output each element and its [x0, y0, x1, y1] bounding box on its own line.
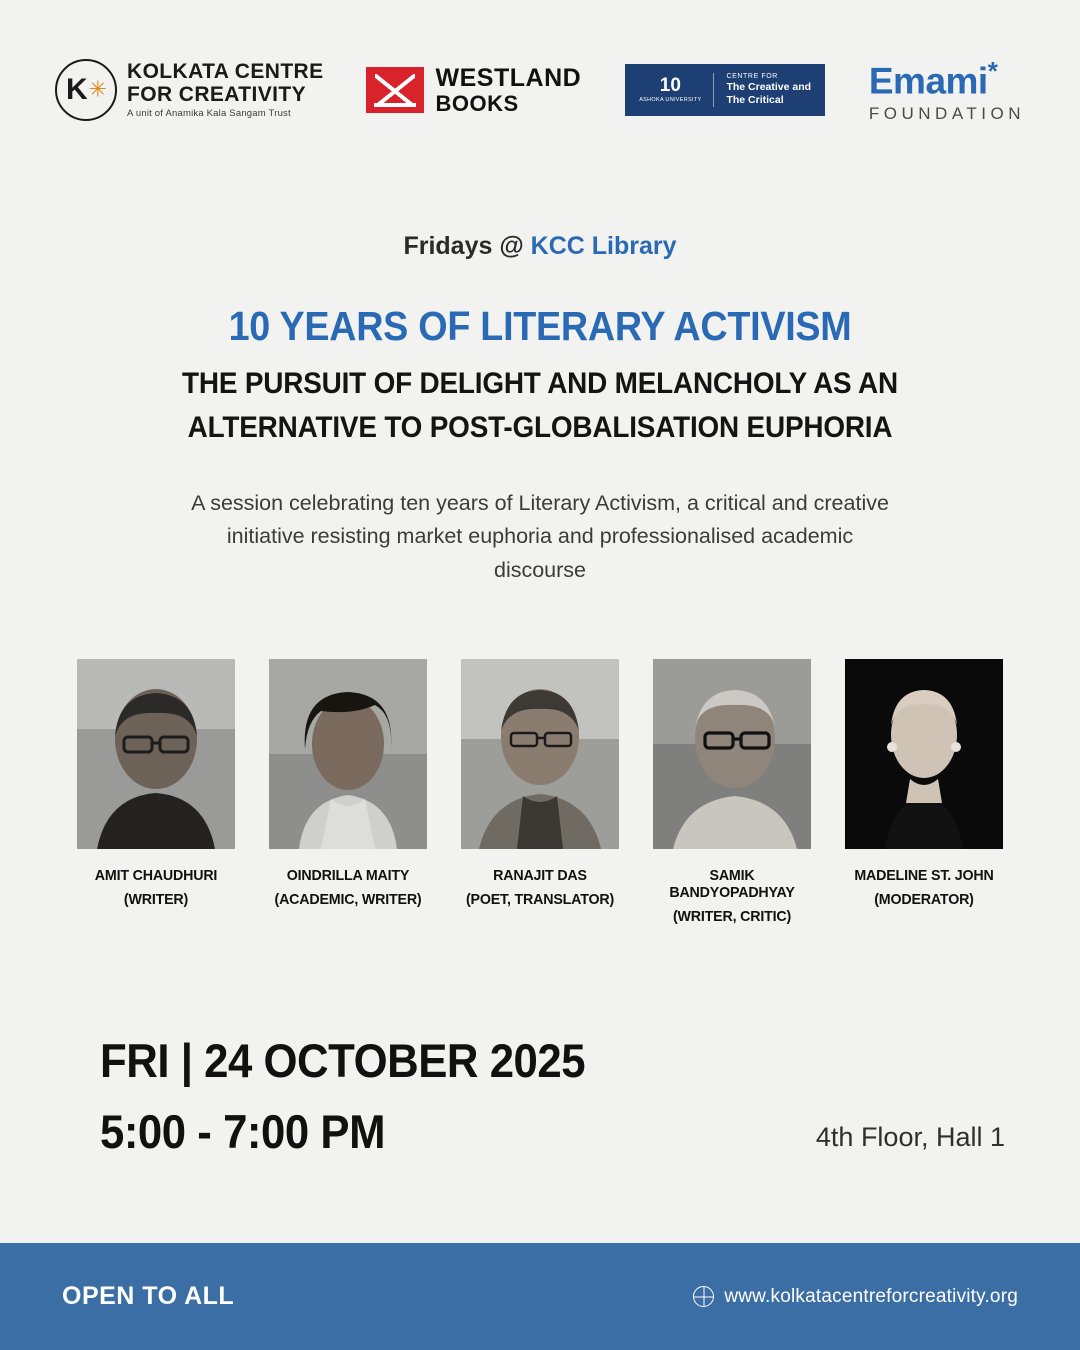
speaker-name: MADELINE ST. JOHN	[854, 866, 994, 884]
page-title: 10 YEARS OF LITERARY ACTIVISM	[228, 303, 852, 349]
emami-asterisk-icon: *	[987, 55, 998, 86]
speaker-role: (POET, TRANSLATOR)	[465, 890, 615, 908]
emami-wordmark	[868, 55, 998, 102]
speaker-portrait	[845, 659, 1003, 849]
speaker-role: (WRITER)	[123, 890, 189, 908]
speaker-portrait	[77, 659, 235, 849]
ashoka-anniversary-mark	[639, 76, 701, 104]
portrait-image	[77, 659, 235, 849]
subtitle-line-2: ALTERNATIVE TO POST-GLOBALISATION EUPHORIA	[187, 410, 893, 444]
ashoka-line-3: The Critical	[726, 94, 784, 107]
sponsor-logo-bar	[0, 0, 1080, 180]
westland-w-icon	[366, 67, 424, 113]
series-prefix: Fridays @	[403, 232, 531, 260]
ashoka-number: 10	[659, 75, 681, 97]
ashoka-line-2: The Creative and	[726, 81, 812, 94]
ashoka-university-label: ASHOKA UNIVERSITY	[639, 97, 702, 104]
speaker-role: (WRITER, CRITIC)	[672, 907, 792, 925]
date-time-block	[100, 1033, 816, 1159]
portrait-image	[269, 659, 427, 849]
subtitle-line-1: THE PURSUIT OF DELIGHT AND MELANCHOLY AS AN	[182, 367, 898, 400]
speaker-card	[77, 659, 235, 925]
speaker-card	[269, 659, 427, 925]
ashoka-divider	[713, 73, 714, 107]
portrait-image	[461, 659, 619, 849]
series-accent: KCC Library	[530, 232, 677, 260]
portrait-image	[653, 659, 811, 849]
kcc-tagline: A unit of Anamika Kala Sangam Trust	[127, 107, 291, 119]
westland-wordmark	[436, 65, 582, 114]
ashoka-line-1: CENTRE FOR	[726, 72, 778, 80]
speaker-card	[653, 659, 811, 925]
speaker-role: (ACADEMIC, WRITER)	[274, 890, 422, 908]
speaker-portrait	[653, 659, 811, 849]
event-details	[0, 1033, 1080, 1159]
kcc-circle-icon	[55, 59, 117, 121]
event-date: FRI | 24 OCTOBER 2025	[100, 1033, 586, 1087]
emami-foundation-label: FOUNDATION	[868, 104, 1025, 124]
event-venue: 4th Floor, Hall 1	[815, 1121, 1005, 1152]
westland-bar	[374, 103, 416, 107]
logo-emami-foundation	[868, 55, 1025, 124]
logo-westland-books	[366, 65, 582, 114]
westland-line-1: WESTLAND	[435, 64, 582, 93]
event-time: 5:00 - 7:00 PM	[100, 1104, 386, 1158]
ashoka-wordmark	[726, 73, 811, 108]
event-subtitle	[38, 362, 1042, 449]
speaker-name: SAMIK BANDYOPADHYAY	[669, 866, 795, 901]
kcc-letter-k: K	[66, 73, 88, 106]
speaker-name: OINDRILLA MAITY	[286, 866, 410, 884]
logo-ashoka-centre-creative-critical	[625, 64, 825, 116]
globe-icon	[693, 1286, 714, 1307]
speaker-card	[461, 659, 619, 925]
kcc-asterisk-icon: ✳	[88, 76, 107, 102]
footer-bar	[0, 1243, 1080, 1350]
speaker-name: RANAJIT DAS	[493, 866, 587, 884]
speaker-name: AMIT CHAUDHURI	[94, 866, 218, 884]
logo-kolkata-centre-for-creativity	[55, 59, 324, 121]
emami-name: Emami	[868, 60, 988, 102]
series-label	[0, 232, 1080, 261]
open-to-all-label: OPEN TO ALL	[62, 1282, 235, 1310]
website-link[interactable]	[693, 1286, 1018, 1308]
kcc-line-1: KOLKATA CENTRE	[127, 60, 324, 84]
speaker-role: (MODERATOR)	[874, 890, 974, 908]
speaker-list	[0, 659, 1080, 925]
speaker-portrait	[269, 659, 427, 849]
portrait-image	[845, 659, 1003, 849]
speaker-portrait	[461, 659, 619, 849]
westland-line-2: BOOKS	[435, 90, 519, 116]
kcc-line-2: FOR CREATIVITY	[127, 82, 307, 106]
event-description: A session celebrating ten years of Literary Activism, a critical and creative initiative resisting market euphoria and professionalised academic discourse	[191, 491, 889, 582]
website-url: www.kolkatacentreforcreativity.org	[724, 1285, 1018, 1307]
kcc-wordmark	[127, 61, 324, 118]
speaker-card	[845, 659, 1003, 925]
